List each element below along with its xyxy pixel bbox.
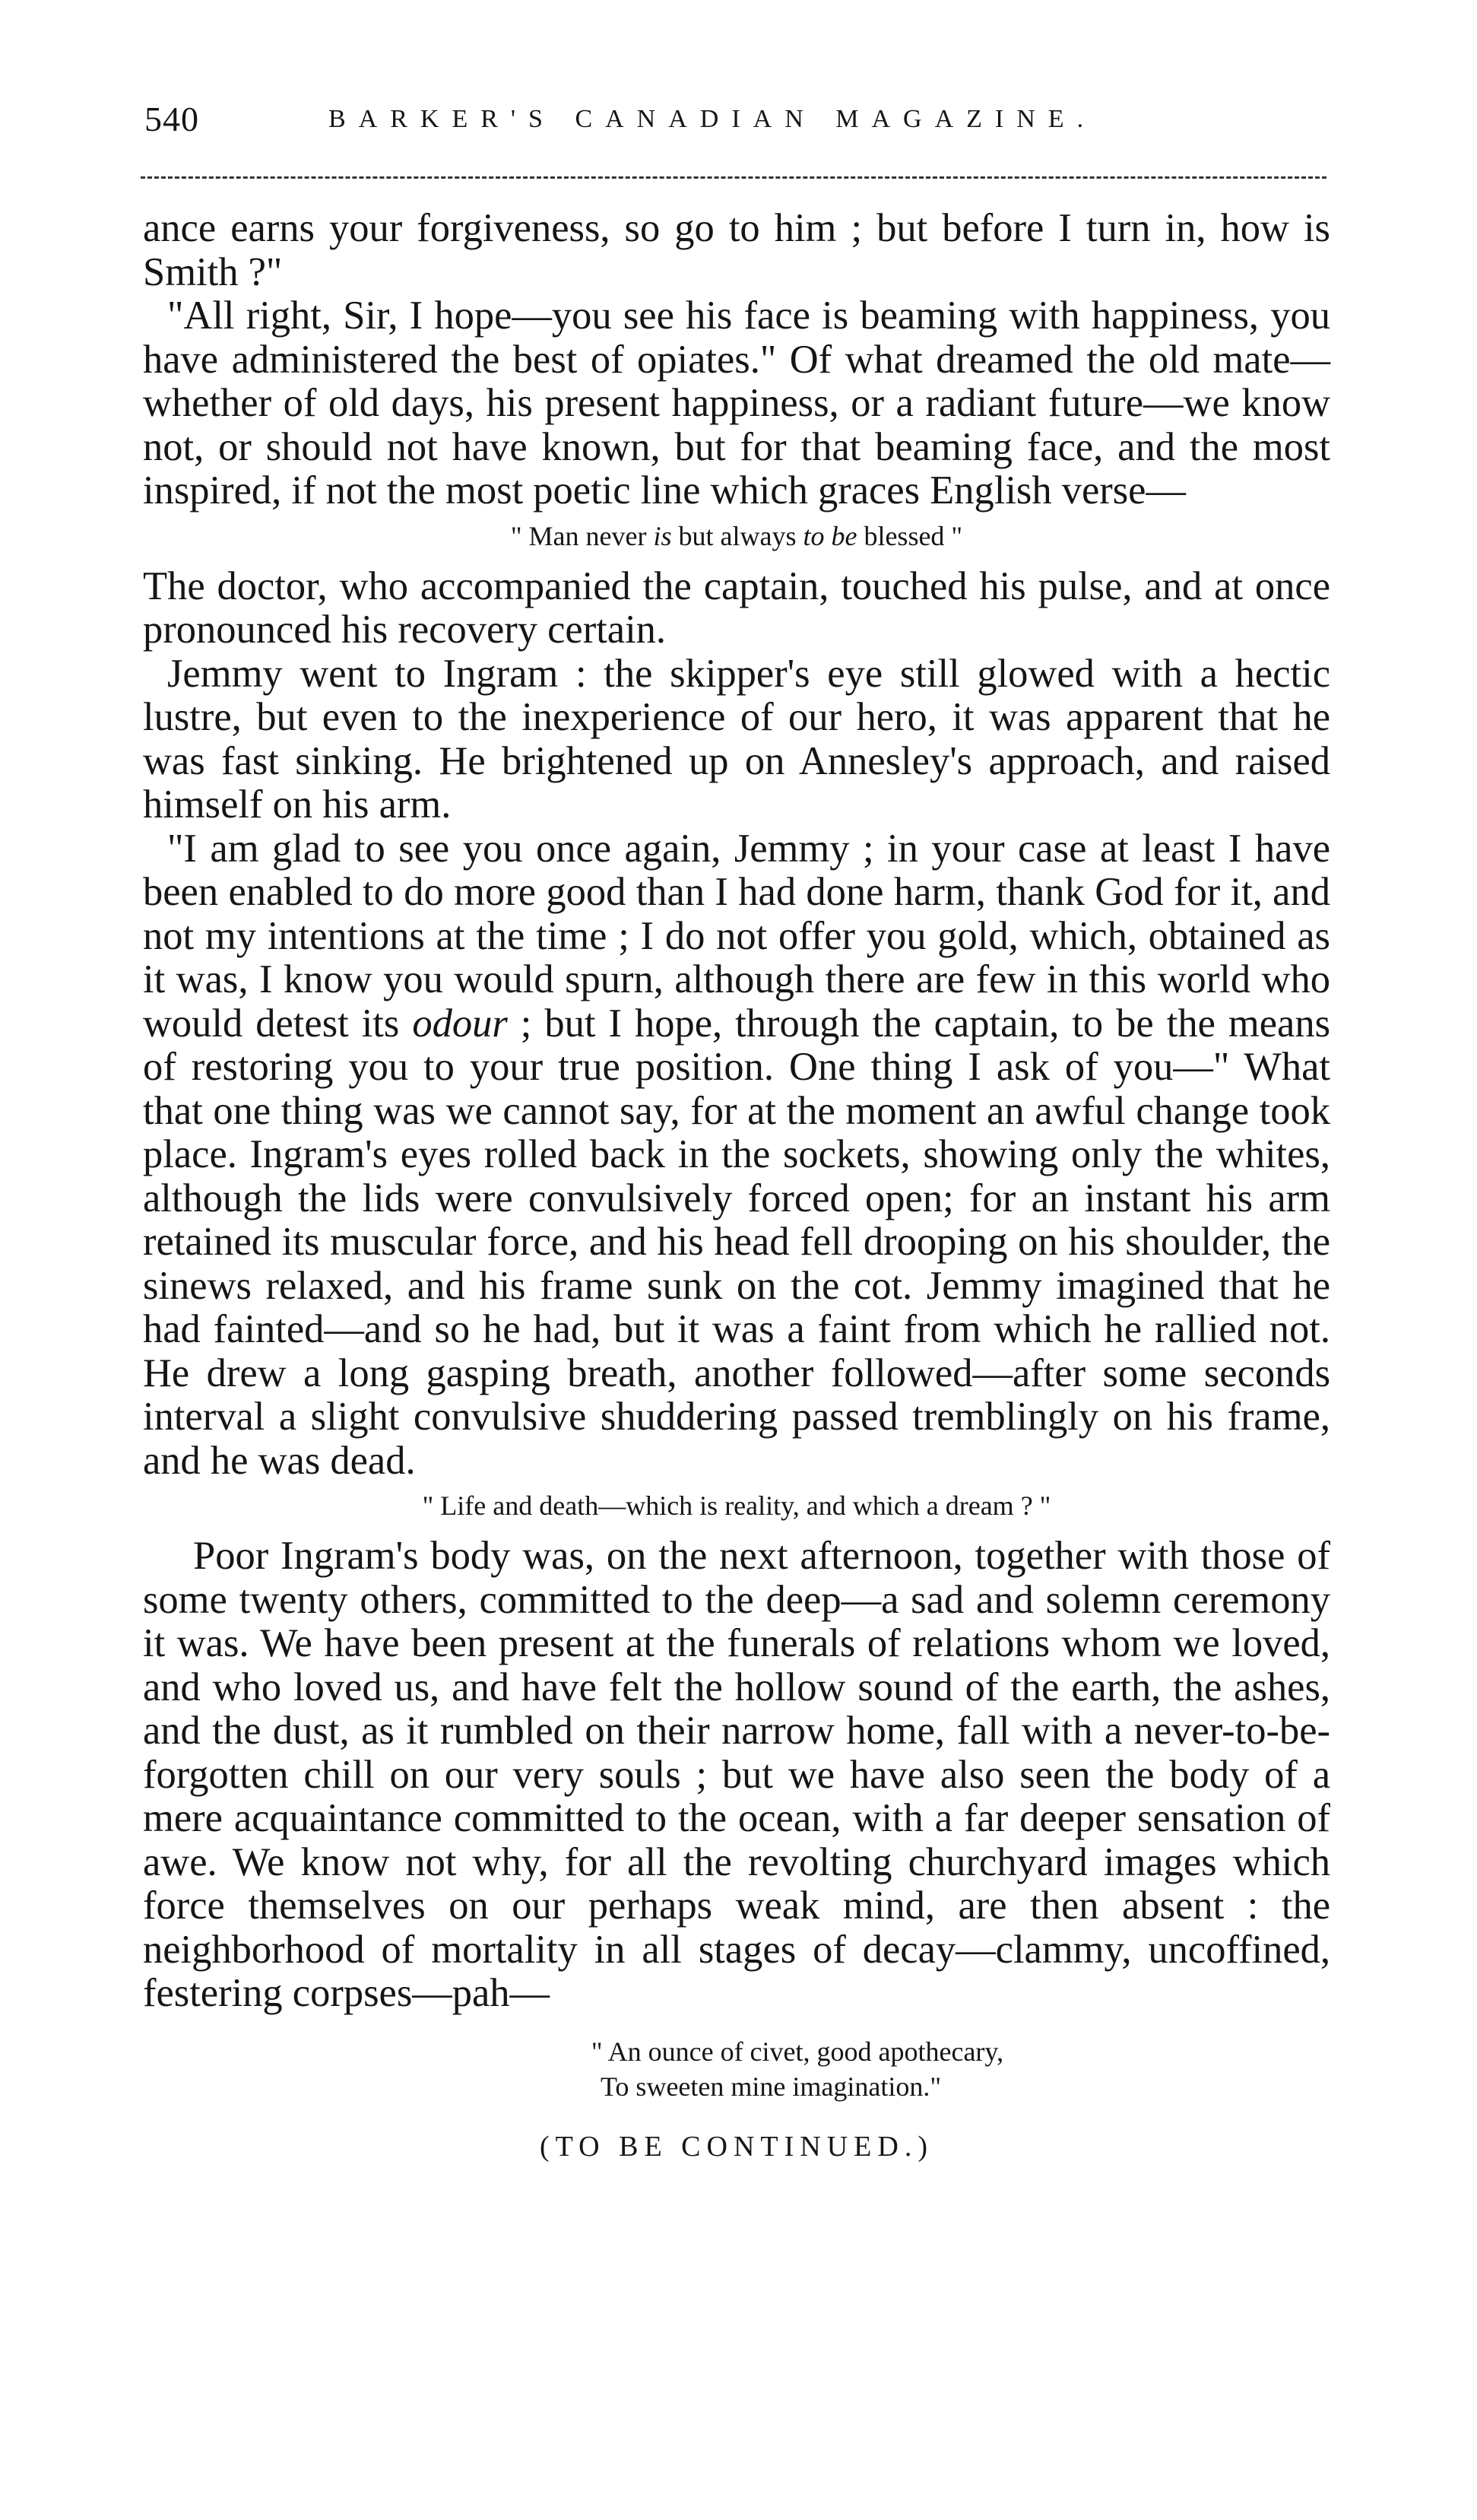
paragraph: "All right, Sir, I hope—you see his face is beaming with happiness, you have administered the best of opiates." Of what dreamed the old mate—whether of old days, his present happiness, or a radiant future—we know not, or should not have known, but for that beaming face, and the most inspired, if not the most poetic line which graces English verse— xyxy=(143,294,1330,513)
quote-text: " Man never xyxy=(510,520,654,551)
running-head: BARKER'S CANADIAN MAGAZINE. xyxy=(328,105,1097,133)
quote-text: blessed " xyxy=(857,520,963,551)
epigraph-quote: " Life and death—which is reality, and which a dream ? " xyxy=(422,1490,1051,1521)
paragraph: Poor Ingram's body was, on the next afternoon, together with those of some twenty others, committed to the deep—a sad and solemn ceremony it was. We have been present at the funerals of relations whom we loved, and who loved us, and have felt the hollow sound of the earth, the ashes, and the dust, as it rumbled on their narrow home, fall with a never-to-be-forgotten chill on our very souls ; but we have also seen the body of a mere acquaintance committed to the ocean, with a far deeper sensation of awe. We know not why, for all the revolting churchyard images which force themselves on our perhaps weak mind, are then absent : the neighborhood of mortality in all stages of decay—clammy, uncoffined, festering corpses—pah— xyxy=(143,1534,1330,2015)
article-body xyxy=(143,207,1330,2450)
closing-quote-line: To sweeten mine imagination." xyxy=(600,2071,942,2102)
header-rule xyxy=(141,176,1326,179)
page-header xyxy=(144,99,1330,144)
paragraph xyxy=(143,827,1330,1484)
paragraph: Jemmy went to Ingram : the skipper's eye still glowed with a hectic lustre, but even to the inexperience of our hero, it was apparent that he was fast sinking. He brightened up on Annesley's approach, and raised himself on his arm. xyxy=(143,651,1330,827)
paragraph: ance earns your forgiveness, so go to him ; but before I turn in, how is Smith ?" xyxy=(143,206,1330,294)
paragraph-text: ; but I hope, through the captain, to be the means of restoring you to your true position. One thing I ask of you—" What that one thing was we cannot say, for at the moment an awful change took place. Ingram's eyes rolled back in the sockets, showing only the whites, although the lids were convulsively forced open; for an instant his arm retained its muscular force, and his head fell drooping on his shoulder, the sinews relaxed, and his frame sunk on the cot. Jemmy imagined that he had fainted—and so he had, but it was a faint from which he rallied not. He drew a long gasping breath, another followed—after some seconds interval a slight convulsive shuddering passed tremblingly on his frame, and he was dead. xyxy=(143,1001,1331,1483)
quote-text: but always xyxy=(671,520,803,551)
page-number: 540 xyxy=(144,100,199,138)
paragraph: The doctor, who accompanied the captain, touched his pulse, and at once pronounced his recovery certain. xyxy=(143,563,1330,652)
epigraph-quote xyxy=(143,518,1330,554)
quote-emphasis: is xyxy=(653,520,672,551)
closing-quote-line: " An ounce of civet, good apothecary, xyxy=(591,2036,1004,2067)
paragraph-text: "I am glad to see you once again, Jemmy ; in your case at least I have been enabled to do more good than I had done harm, thank God for it, and not my intentions at the time ; I do not offer you gold, which, obtained as it was, I know you would spurn, although there are few in this world who would detest its xyxy=(143,826,1330,1046)
paragraph-emphasis: odour xyxy=(412,1001,508,1046)
closing-quote xyxy=(143,2034,1330,2104)
to-be-continued: (TO BE CONTINUED.) xyxy=(540,2130,933,2163)
quote-emphasis: to be xyxy=(803,520,857,551)
